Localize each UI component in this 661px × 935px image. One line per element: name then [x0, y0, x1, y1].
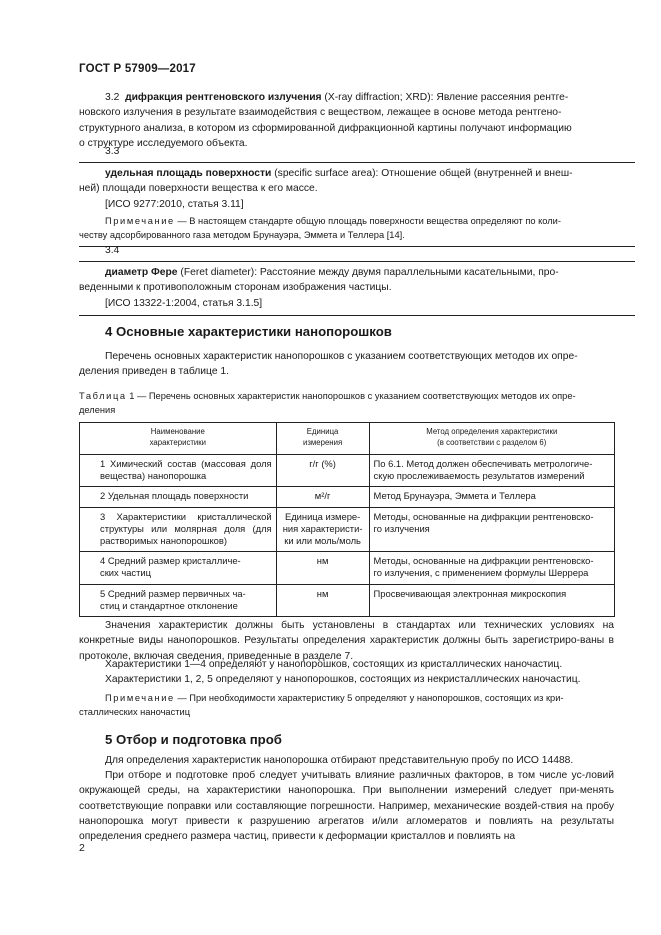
definition-text: (X-ray diffraction; XRD): Явление рассеяния рентге- [321, 92, 569, 103]
table-row [80, 487, 615, 507]
note-text: — В настоящем стандарте общую площадь поверхности вещества определяют по коли- [174, 215, 561, 226]
definition-text: о структуре исследуемого объекта. [79, 137, 248, 149]
definition-number: 3.3 [105, 146, 120, 157]
cell-method [369, 487, 614, 507]
section-4-title: 4 Основные характеристики нанопорошков [105, 324, 392, 339]
table-header-cell [369, 423, 614, 455]
cell-text: Методы, основанные на дифракции рентгеновско- го излучения [373, 510, 594, 534]
section-5-paragraph-2: При отборе и подготовке проб следует учитывать влияние различных факторов, в том числе ус-ловий окружающей среды, на характеристики нанопорошка. При выполнении измерений следует при-менять соответствующие поправки или составляющие погрешности. Например, механические воздей-ствия на пробу нанопорошка могут привести к разрушению агрегатов и/или агломератов и повлиять на результаты определения среднего размера частиц, привести к деформации кристаллов и повлиять на [79, 770, 614, 843]
table-row [80, 552, 615, 584]
definition-number: 3.2 [105, 92, 120, 103]
term: дифракция рентгеновского излучения [125, 92, 322, 103]
note [79, 214, 631, 242]
table-header-cell [80, 423, 277, 455]
header-text: Единица измерения [303, 427, 343, 447]
cell-method [369, 584, 614, 616]
cell-unit [276, 455, 369, 487]
section-5-paragraph-1: Для определения характеристик нанопорошка отбирают представительную пробу по ИСО 14488. [105, 755, 574, 766]
paragraph-values: Значения характеристик должны быть установлены в стандартах или технических условиях на конкретные виды нанопорошков. Результаты определения характеристик должны быть зарегистриро-ваны в протоколе, включая сведения, приведенные в разделе 7. [79, 620, 614, 662]
header-text: Наименование характеристики [149, 427, 207, 447]
cell-name [80, 455, 277, 487]
section-4-paragraph [79, 349, 614, 380]
table-header-row [80, 423, 615, 455]
cell-unit [276, 507, 369, 552]
cell-name [80, 487, 277, 507]
cell-text: 3 Характеристики кристаллической структуры или молярная доля (для растворимых нанопорошков) [100, 510, 272, 547]
paragraph-characteristics-1-4: Характеристики 1—4 определяют у нанопорошков, состоящих из кристаллических наночастиц. [105, 659, 563, 670]
cell-method [369, 552, 614, 584]
cell-text: 1 Химический состав (массовая доля вещества) нанопорошка [100, 458, 272, 482]
cell-name [80, 584, 277, 616]
cell-text: Просвечивающая электронная микроскопия [373, 587, 567, 599]
reference: [ИСО 9277:2010, статья 3.11] [105, 198, 244, 210]
cell-method [369, 455, 614, 487]
definition-3-4-box [79, 261, 635, 316]
cell-name [80, 507, 277, 552]
definition-text: веденными к противоположным сторонам изображения частицы. [79, 282, 392, 294]
note-text: — При необходимости характеристику 5 определяют у нанопорошков, состоящих из кри- [174, 693, 564, 703]
cell-text: По 6.1. Метод должен обеспечивать метрологиче- скую прослеживаемость результатов измерений [373, 458, 593, 482]
table-caption [79, 389, 614, 417]
cell-text: Методы, основанные на дифракции рентгеновско- го излучения, с применением формулы Шеррера [373, 555, 594, 579]
paragraph-line: Перечень основных характеристик нанопорошков с указанием соответствующих методов их опре- [105, 351, 578, 362]
term: диаметр Фере [105, 267, 178, 278]
table-header-cell [276, 423, 369, 455]
note-label: Примечание [105, 215, 175, 226]
definition-text: структурного анализа, в котором из сформированной дифракционной картины получают информацию [79, 122, 572, 134]
definition-text: (Feret diameter): Расстояние между двумя параллельными касательными, про- [177, 267, 559, 278]
paragraph-characteristics-1-2-5: Характеристики 1, 2, 5 определяют у нанопорошков, состоящих из некристаллических наночастиц. [105, 674, 581, 685]
note-text: честву адсорбированного газа методом Брунауэра, Эммета и Теллера [14]. [79, 229, 405, 240]
cell-text: м²/г [314, 490, 331, 502]
definition-text: (specific surface area): Отношение общей (внутренней и внеш- [271, 168, 573, 179]
definition-number: 3.4 [105, 245, 120, 256]
cell-text: нм [316, 555, 329, 567]
definition-3-2-line1 [79, 90, 614, 105]
note-text: сталлических наночастиц [79, 707, 191, 717]
cell-text: 2 Удельная площадь поверхности [100, 490, 249, 502]
cell-text: Единица измере- ния характеристи- ки или моль/моль [282, 510, 363, 547]
cell-text: нм [316, 587, 329, 599]
cell-text: г/г (%) [309, 458, 336, 469]
table-row [80, 584, 615, 616]
note-after-table [79, 691, 614, 719]
term: удельная площадь поверхности [105, 168, 272, 179]
cell-unit [276, 487, 369, 507]
page-header: ГОСТ Р 57909—2017 [79, 63, 196, 75]
cell-name [80, 552, 277, 584]
caption-label: Таблица [79, 391, 127, 401]
table-row [80, 455, 615, 487]
cell-unit [276, 552, 369, 584]
paragraph-line: деления приведен в таблице 1. [79, 366, 230, 378]
page-number: 2 [79, 842, 85, 854]
note-label: Примечание [105, 693, 175, 703]
cell-text: Метод Брунауэра, Эммета и Теллера [373, 490, 536, 502]
caption-text: деления [79, 405, 116, 415]
cell-text: 5 Средний размер первичных ча- стиц и стандартное отклонение [100, 587, 246, 611]
definition-text: ней) площади поверхности вещества к его массе. [79, 183, 318, 195]
definition-text: новского излучения в результате взаимодействия с веществом, лежащее в основе метода рентгено- [79, 107, 562, 119]
header-text: Метод определения характеристики (в соответствии с разделом 6) [426, 427, 558, 447]
characteristics-table [79, 422, 615, 617]
cell-text: 4 Средний размер кристалличе- ских частиц [100, 555, 241, 579]
definition-3-2 [79, 90, 614, 151]
table-row [80, 507, 615, 552]
cell-method [369, 507, 614, 552]
section-5-title: 5 Отбор и подготовка проб [105, 732, 282, 747]
definition-3-3-box [79, 162, 635, 247]
caption-text: 1 — Перечень основных характеристик нанопорошков с указанием соответствующих методов их опре- [126, 391, 576, 401]
reference: [ИСО 13322-1:2004, статья 3.1.5] [105, 297, 263, 309]
cell-unit [276, 584, 369, 616]
